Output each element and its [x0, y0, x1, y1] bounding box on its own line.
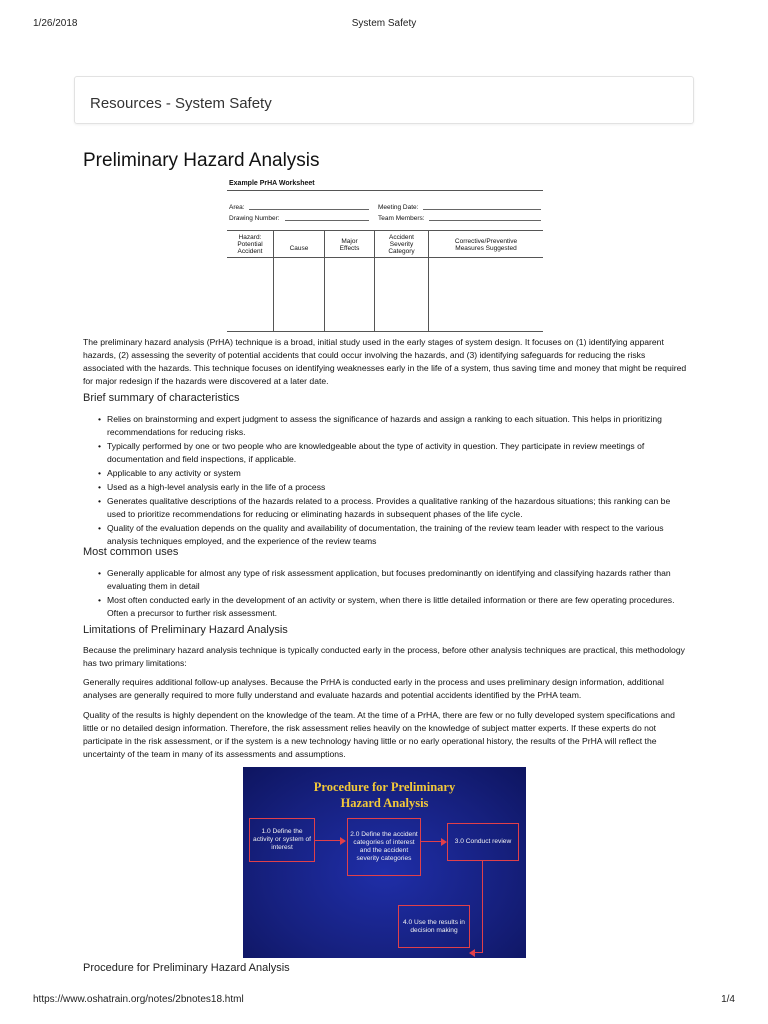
page-title: Preliminary Hazard Analysis — [83, 150, 320, 171]
procedure-diagram — [243, 767, 526, 958]
diagram-step-1: 1.0 Define the activity or system of interest — [249, 818, 315, 862]
diagram-arrow — [421, 841, 441, 842]
resources-title: Resources - System Safety — [90, 95, 272, 112]
print-url: https://www.oshatrain.org/notes/2bnotes18.html — [33, 994, 244, 1005]
print-title: System Safety — [351, 18, 417, 29]
worksheet-column-header: Major Effects — [339, 238, 360, 252]
list-item: • Applicable to any activity or system — [98, 467, 690, 480]
list-item: • Quality of the evaluation depends on the quality and availability of documentation, the training of the review team leader with respect to the various analysis techniques employed, and the experience of the review teams — [98, 522, 690, 548]
list-item: • Used as a high-level analysis early in the life of a process — [98, 481, 690, 494]
diagram-title-line: Hazard Analysis — [340, 796, 429, 810]
team-members-line — [429, 220, 541, 221]
limitations-paragraph-2: Generally requires additional follow-up analyses. Because the PrHA is conducted early in the process and uses preliminary design information, additional analyses are generally required to more fully understand and evaluate hazards and potential accidents identified by the PrHA team. — [83, 677, 664, 700]
limitations-heading: Limitations of Preliminary Hazard Analysis — [83, 624, 288, 636]
worksheet-rule — [227, 190, 543, 191]
prha-worksheet-figure — [227, 178, 543, 330]
worksheet-column — [274, 231, 325, 331]
limitations-paragraph-1: Because the preliminary hazard analysis technique is typically conducted early in the process, before other analysis techniques are practical, this methodology has two primary limitations: — [83, 645, 685, 668]
worksheet-column — [375, 231, 429, 331]
worksheet-column-header: Cause — [289, 245, 309, 252]
diagram-arrowhead — [340, 837, 346, 845]
summary-list — [98, 413, 690, 549]
meeting-date-label: Meeting Date: — [378, 204, 419, 211]
diagram-arrow — [315, 840, 340, 841]
diagram-arrow — [475, 952, 483, 953]
print-date: 1/26/2018 — [33, 18, 78, 29]
worksheet-column — [227, 231, 274, 331]
print-page-number: 1/4 — [721, 994, 735, 1005]
team-members-label: Team Members: — [378, 215, 425, 222]
list-item: • Most often conducted early in the development of an activity or system, when there is little detailed information or there are few operating procedures. Often a precursor to further risk assessment. — [98, 594, 690, 620]
diagram-step-2: 2.0 Define the accident categories of interest and the accident severity categories — [347, 818, 421, 876]
drawing-number-line — [285, 220, 369, 221]
list-item: • Typically performed by one or two people who are knowledgeable about the type of activity in question. They participate in review meetings of documentation and field inspections, if applicable. — [98, 440, 690, 466]
uses-list — [98, 567, 690, 621]
drawing-number-label: Drawing Number: — [229, 215, 280, 222]
worksheet-column-header: Hazard: Potential Accident — [237, 234, 263, 255]
intro-paragraph: The preliminary hazard analysis (PrHA) technique is a broad, initial study used in the early stages of system design. It focuses on (1) identifying apparent hazards, (2) assessing the severity of potential accidents that could occur involving the hazards, and (3) identifying safeguards for reducing the risks associated with the hazards. This technique focuses on identifying weaknesses early in the life of a system, thus saving time and money that might be required for major redesign if the hazards were discovered at a later date. — [83, 337, 687, 386]
worksheet-table — [227, 230, 543, 332]
diagram-title — [243, 779, 526, 811]
list-item: • Generally applicable for almost any type of risk assessment application, but focuses predominantly on identifying and classifying hazards rather than evaluating them in detail — [98, 567, 690, 593]
diagram-title-line: Procedure for Preliminary — [313, 780, 456, 794]
worksheet-column-header: Accident Severity Category — [388, 234, 415, 255]
area-label: Area: — [229, 204, 245, 211]
diagram-step-3: 3.0 Conduct review — [447, 823, 519, 861]
limitations-paragraph-3: Quality of the results is highly dependent on the knowledge of the team. At the time of a PrHA, there are few or no fully developed system specifications and little or no detailed design information. Therefore, the risk assessment relies heavily on the knowledge of subject matter experts. If these experts do not participate in the risk assessment, or if the system is a new technology having little or no early operational history, the results of the PrHA will reflect the uncertainty of the team in many of its assessments and assumptions. — [83, 710, 675, 759]
summary-heading: Brief summary of characteristics — [83, 392, 240, 404]
worksheet-column — [325, 231, 375, 331]
diagram-arrow — [482, 861, 483, 952]
worksheet-title: Example PrHA Worksheet — [229, 180, 315, 187]
list-item: • Generates qualitative descriptions of the hazards related to a process. Provides a qualitative ranking of the hazardous situations; this ranking can be used to prioritize recommendations for reducing or eliminating hazards in subsequent phases of the life cycle. — [98, 495, 690, 521]
area-line — [249, 209, 369, 210]
diagram-step-4: 4.0 Use the results in decision making — [398, 905, 470, 948]
worksheet-header-rule — [227, 257, 543, 258]
list-item: • Relies on brainstorming and expert judgment to assess the significance of hazards and assign a ranking to each situation. This helps in prioritizing recommendations for reducing risks. — [98, 413, 690, 439]
worksheet-column — [429, 231, 543, 331]
uses-heading: Most common uses — [83, 546, 179, 558]
worksheet-column-header: Corrective/Preventive Measures Suggested — [454, 238, 518, 252]
diagram-caption: Procedure for Preliminary Hazard Analysis — [83, 962, 290, 974]
diagram-arrowhead — [469, 949, 475, 957]
resources-panel — [74, 76, 694, 124]
meeting-date-line — [423, 209, 541, 210]
